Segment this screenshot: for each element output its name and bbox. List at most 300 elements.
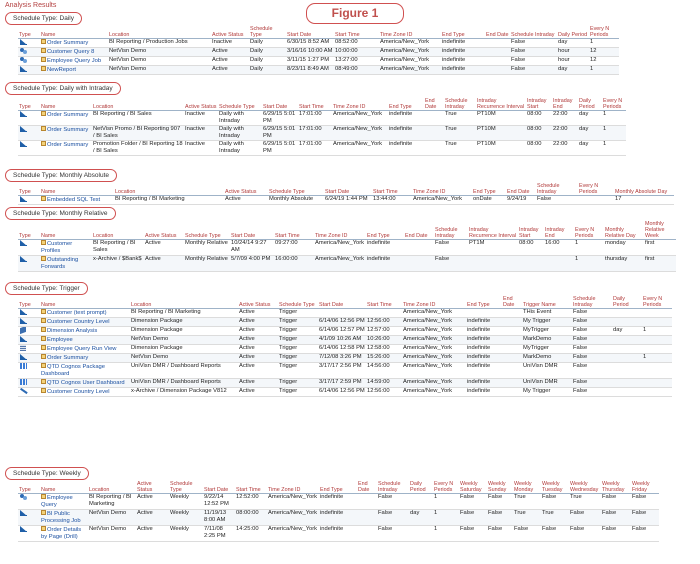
table-cell [404, 256, 434, 272]
table-row[interactable] [18, 57, 619, 66]
column-header[interactable]: Location [115, 189, 136, 195]
table-cell: PT10M [477, 126, 496, 132]
name-link[interactable] [40, 318, 130, 327]
table-row[interactable] [18, 309, 672, 318]
column-header[interactable]: Schedule Intraday [435, 227, 458, 239]
table-row[interactable] [18, 111, 626, 126]
name-link[interactable] [40, 510, 88, 526]
table-cell: False [573, 336, 588, 342]
table-row[interactable] [18, 345, 672, 354]
table-cell: False [573, 379, 588, 385]
table-cell: 6/29/15 5:01 PM [263, 126, 296, 139]
table-cell: True [542, 510, 554, 516]
column-header[interactable]: Active Status [145, 233, 177, 239]
table-cell: hour [558, 57, 570, 63]
table-cell: NetVisn Demo [109, 57, 147, 63]
table-cell: Trigger [279, 309, 298, 315]
table-cell: BI Reporting / Production Jobs [109, 39, 188, 45]
report-icon [19, 240, 28, 248]
table-cell: True [514, 494, 526, 500]
column-header[interactable]: Type [19, 104, 31, 110]
table-row[interactable] [18, 196, 674, 205]
column-header[interactable]: Active Status [137, 481, 153, 493]
scheduled-job-icon [41, 309, 46, 314]
column-header[interactable]: Daily Period [579, 98, 595, 110]
column-header[interactable]: Schedule Type [170, 481, 193, 493]
column-header[interactable]: Start Time [373, 189, 398, 195]
column-header[interactable]: Active Status [225, 189, 257, 195]
table-cell: NetVisn Demo [109, 48, 147, 54]
table-row[interactable] [18, 388, 672, 397]
job-name[interactable]: QTD Cognos User Dashboard [47, 380, 125, 386]
type-cell [18, 354, 40, 363]
column-header[interactable]: Location [93, 104, 114, 110]
job-name[interactable]: Customer (text prompt) [47, 310, 107, 316]
table-cell: America/New_York [333, 111, 383, 117]
job-name[interactable]: NewReport [47, 67, 76, 73]
type-cell [18, 379, 40, 388]
table-cell: 8/23/11 8:49 AM [287, 66, 329, 72]
table-cell: True [445, 126, 457, 132]
schedule-table [18, 98, 626, 156]
column-header[interactable]: End Date [486, 32, 509, 38]
table-cell: 4/1/09 10:26 AM [319, 336, 362, 342]
column-header[interactable]: Name [41, 302, 56, 308]
table-row[interactable] [18, 318, 672, 327]
table-row[interactable] [18, 526, 659, 542]
figure-label: Figure 1 [306, 3, 404, 24]
table-cell: Active [137, 494, 153, 500]
column-header[interactable]: Weekly Thursday [602, 481, 625, 493]
table-cell: False [511, 57, 526, 63]
table-cell: day [613, 327, 623, 333]
column-header[interactable]: Start Time [299, 104, 324, 110]
table-row[interactable] [18, 327, 672, 336]
table-cell: Active [145, 256, 161, 262]
table-cell [502, 379, 522, 388]
table-cell: 08:00 [527, 126, 542, 132]
job-name[interactable]: Order Details by Page (Drill) [41, 527, 82, 540]
column-header[interactable]: Every N Periods [434, 481, 454, 493]
table-cell: Monthly Absolute [269, 196, 314, 202]
table-cell: 1 [575, 240, 579, 246]
column-header[interactable]: Start Date [319, 302, 344, 308]
column-header[interactable]: Location [89, 487, 110, 493]
column-header[interactable]: Schedule Intraday [573, 296, 596, 308]
column-header[interactable]: Weekly Saturday [460, 481, 482, 493]
column-header[interactable]: End Date [507, 189, 530, 195]
table-cell [642, 363, 672, 379]
column-header[interactable]: Location [131, 302, 152, 308]
column-header[interactable]: Schedule Type [219, 104, 255, 110]
name-link[interactable] [40, 196, 114, 205]
table-row[interactable] [18, 379, 672, 388]
table-row[interactable] [18, 494, 659, 510]
table-cell: America/New_York [333, 126, 383, 132]
table-cell: indefinite [367, 240, 391, 246]
column-header[interactable]: Type [19, 189, 31, 195]
column-header[interactable]: Intraday Recurrence Interval [477, 98, 525, 110]
column-header[interactable]: Schedule Intraday [537, 183, 560, 195]
table-cell: False [435, 240, 450, 246]
column-header[interactable]: Schedule Intraday [445, 98, 468, 110]
table-cell: day [558, 66, 568, 72]
column-header[interactable]: End Type [389, 104, 412, 110]
scheduled-job-icon [41, 48, 46, 53]
table-cell: False [460, 526, 475, 532]
column-header[interactable]: End Date [358, 481, 370, 493]
schedule-table [18, 26, 619, 75]
table-cell: 16:00:00 [275, 256, 298, 262]
table-cell: indefinite [467, 336, 491, 342]
column-header[interactable]: Monthly Absolute Day [615, 189, 668, 195]
job-name[interactable]: Order Summary [47, 40, 89, 46]
table-cell: Daily [250, 66, 263, 72]
name-link[interactable] [40, 141, 92, 156]
column-header[interactable]: Intraday Start [527, 98, 547, 110]
table-cell: False [460, 510, 475, 516]
column-header[interactable]: Name [41, 32, 56, 38]
column-header[interactable]: Intraday End [553, 98, 573, 110]
column-header[interactable]: Start Time [236, 487, 261, 493]
column-header[interactable]: Weekly Wednesday [570, 481, 599, 493]
column-header[interactable]: Start Date [287, 32, 312, 38]
column-header[interactable]: Name [41, 104, 56, 110]
table-cell: America/New_York [268, 526, 318, 532]
table-cell: 17:01:00 [299, 111, 322, 117]
table-cell: 1 [603, 126, 607, 132]
job-name[interactable]: Employee Query [41, 495, 73, 508]
column-header[interactable]: Time Zone ID [413, 189, 446, 195]
type-cell [18, 363, 40, 379]
table-cell: 1 [590, 39, 594, 45]
name-link[interactable] [40, 126, 92, 141]
name-link[interactable] [40, 111, 92, 126]
name-link[interactable] [40, 526, 88, 542]
table-cell: BI Reporting / BI Sales [93, 111, 152, 117]
table-row[interactable] [18, 48, 619, 57]
name-link[interactable] [40, 48, 108, 57]
table-cell: False [542, 494, 557, 500]
table-cell: indefinite [442, 66, 466, 72]
column-header[interactable]: Location [93, 233, 114, 239]
table-cell: BI Reporting / BI Marketing [131, 309, 201, 315]
column-header[interactable]: Time Zone ID [268, 487, 301, 493]
column-header[interactable]: Daily Period [558, 32, 588, 38]
table-cell [502, 318, 522, 327]
table-cell [578, 196, 614, 205]
type-cell [18, 388, 40, 397]
job-name[interactable]: Embedded SQL Test [47, 197, 101, 203]
table-cell: 12:56:00 [367, 318, 390, 324]
column-header[interactable]: Daily Period [613, 296, 629, 308]
column-header[interactable]: Monthly Relative Day [605, 227, 636, 239]
table-cell [612, 363, 642, 379]
column-header[interactable]: Schedule Type [279, 302, 315, 308]
column-header[interactable]: Start Time [367, 302, 392, 308]
table-cell: 12:58:00 [367, 345, 390, 351]
job-name[interactable]: Order Summary [47, 112, 89, 118]
table-cell: 08:00 [519, 240, 534, 246]
name-link[interactable] [40, 57, 108, 66]
column-header[interactable]: Type [19, 233, 31, 239]
table-cell: day [410, 510, 420, 516]
table-cell: America/New_York [403, 354, 453, 360]
scheduled-job-icon [41, 494, 46, 499]
table-row[interactable] [18, 66, 619, 75]
scheduled-job-icon [41, 526, 46, 531]
table-cell: 12 [590, 48, 597, 54]
table-cell: 12:52:00 [236, 494, 259, 500]
column-header[interactable]: Start Date [231, 233, 256, 239]
schedule-type-title: Schedule Type: Daily [5, 12, 82, 25]
table-cell: hour [558, 48, 570, 54]
table-cell [357, 494, 377, 510]
scheduled-job-icon [41, 196, 46, 201]
name-link[interactable] [40, 354, 130, 363]
job-name[interactable]: Dimension Analysis [47, 328, 98, 334]
job-name[interactable]: QTD Cognos Package Dashboard [41, 364, 105, 377]
table-cell: 10/24/14 9:27 AM [231, 240, 267, 253]
scheduled-job-icon [41, 510, 46, 515]
table-row[interactable] [18, 256, 676, 272]
column-header[interactable]: Every N Periods [643, 296, 663, 308]
table-cell: 1 [643, 354, 647, 360]
column-header[interactable]: Intraday End [545, 227, 565, 239]
type-cell [18, 526, 40, 542]
column-header[interactable]: Active Status [212, 32, 244, 38]
table-cell: Trigger [279, 363, 298, 369]
table-cell: Trigger [279, 327, 298, 333]
table-cell: 1 [590, 66, 594, 72]
table-cell: day [579, 126, 589, 132]
table-cell: False [573, 354, 588, 360]
column-header[interactable]: Active Status [185, 104, 217, 110]
table-cell: 1 [434, 494, 438, 500]
column-header[interactable]: Name [41, 487, 56, 493]
name-link[interactable] [40, 327, 130, 336]
table-cell [612, 318, 642, 327]
column-header[interactable]: Type [19, 32, 31, 38]
table-cell: 6/24/19 1:44 PM [325, 196, 368, 202]
table-cell: Promotion Folder / BI Reporting 18 / BI Sales [93, 141, 183, 154]
report-icon [19, 336, 28, 344]
type-cell [18, 345, 40, 354]
table-cell: Dimension Package [131, 345, 183, 351]
table-cell: PT10M [477, 141, 496, 147]
job-name[interactable]: Outstanding Forwards [41, 257, 79, 270]
table-cell: Trigger [279, 318, 298, 324]
scheduled-job-icon [41, 327, 46, 332]
table-cell: UniVisn DMR / Dashboard Reports [131, 363, 221, 369]
table-cell: Daily [250, 57, 263, 63]
type-cell [18, 510, 40, 526]
table-cell: 09:27:00 [275, 240, 298, 246]
column-header[interactable]: Every N Periods [579, 183, 599, 195]
column-header[interactable]: End Date [425, 98, 437, 110]
table-cell: 13:27:00 [335, 57, 358, 63]
table-cell: False [488, 526, 503, 532]
name-link[interactable] [40, 379, 130, 388]
type-cell [18, 196, 40, 205]
table-cell: 1 [575, 256, 579, 262]
table-cell: False [570, 510, 585, 516]
job-name[interactable]: BI Public Processing Job [41, 511, 81, 524]
column-header[interactable]: Schedule Intraday [378, 481, 401, 493]
name-link[interactable] [40, 309, 130, 318]
table-cell: PT10M [477, 111, 496, 117]
table-cell: 6/29/15 5:01 PM [263, 111, 296, 124]
job-name[interactable]: Customer Profiles [41, 241, 73, 254]
name-link[interactable] [40, 336, 130, 345]
column-header[interactable]: Weekly Monday [514, 481, 534, 493]
column-header[interactable]: Start Time [275, 233, 300, 239]
table-cell: America/New_York [380, 66, 430, 72]
table-cell: 1 [603, 111, 607, 117]
table-cell [612, 345, 642, 354]
table-cell [409, 494, 433, 510]
column-header[interactable]: Type [19, 302, 31, 308]
job-name[interactable]: Order Summary [47, 142, 89, 148]
name-link[interactable] [40, 388, 130, 397]
column-header[interactable]: Start Date [325, 189, 350, 195]
table-row[interactable] [18, 363, 672, 379]
column-header[interactable]: End Type [442, 32, 465, 38]
job-name[interactable]: Customer Country Level [47, 319, 110, 325]
name-link[interactable] [40, 345, 130, 354]
column-header[interactable]: End Type [367, 233, 390, 239]
table-cell: 1 [434, 510, 438, 516]
table-cell: indefinite [467, 345, 491, 351]
table-cell [642, 388, 672, 397]
column-header[interactable]: Intraday Recurrence Interval [469, 227, 517, 239]
column-header[interactable]: Start Date [204, 487, 229, 493]
column-header[interactable]: Daily Period [410, 481, 426, 493]
table-cell [642, 318, 672, 327]
table-cell: Monthly Relative [185, 256, 228, 262]
column-header[interactable]: Active Status [239, 302, 271, 308]
table-row[interactable] [18, 126, 626, 141]
type-cell [18, 48, 40, 57]
scheduled-job-icon [41, 39, 46, 44]
column-header[interactable]: Schedule Type [185, 233, 221, 239]
name-link[interactable] [40, 256, 92, 272]
column-header[interactable]: Start Time [335, 32, 360, 38]
table-cell [642, 379, 672, 388]
table-row[interactable] [18, 336, 672, 345]
column-header[interactable]: End Type [473, 189, 496, 195]
table-cell: indefinite [467, 354, 491, 360]
table-cell [612, 336, 642, 345]
column-header[interactable]: Monthly Relative Week [645, 221, 665, 239]
table-cell: 7/11/08 2:25 PM [204, 526, 226, 539]
table-cell [612, 309, 642, 318]
report-icon [19, 126, 28, 134]
table-row[interactable] [18, 39, 619, 48]
job-name[interactable]: Order Summary [47, 127, 89, 133]
column-header[interactable]: Intraday Start [519, 227, 539, 239]
name-link[interactable] [40, 66, 108, 75]
table-cell: first [645, 240, 655, 246]
table-cell: False [378, 494, 393, 500]
column-header[interactable]: Schedule Intraday [511, 32, 555, 38]
column-header[interactable]: End Date [405, 233, 428, 239]
column-header[interactable]: End Date [503, 296, 515, 308]
job-name[interactable]: Employee Query Job [47, 58, 102, 64]
report-icon [19, 66, 28, 74]
column-header[interactable]: Schedule Type [250, 26, 273, 38]
job-name[interactable]: Customer Country Level [47, 389, 110, 395]
table-cell: America/New_York [403, 363, 453, 369]
table-cell: 6/29/15 5:01 PM [263, 141, 296, 154]
column-header[interactable]: Every N Periods [590, 26, 610, 38]
column-header[interactable]: Schedule Type [269, 189, 305, 195]
table-row[interactable] [18, 354, 672, 363]
type-cell [18, 494, 40, 510]
column-header[interactable]: Type [19, 487, 31, 493]
column-header[interactable]: Time Zone ID [380, 32, 413, 38]
column-header[interactable]: Name [41, 189, 56, 195]
type-cell [18, 66, 40, 75]
name-link[interactable] [40, 494, 88, 510]
type-cell [18, 126, 40, 141]
job-name[interactable]: Order Summary [47, 355, 89, 361]
column-header[interactable]: Time Zone ID [333, 104, 366, 110]
table-cell: BI Reporting / BI Marketing [115, 196, 185, 202]
table-cell: 6/14/06 12:58 PM [319, 345, 365, 351]
column-header[interactable]: Trigger Name [523, 302, 556, 308]
table-cell: 08:00 [527, 141, 542, 147]
name-link[interactable] [40, 240, 92, 256]
table-cell [502, 354, 522, 363]
job-name[interactable]: Employee [47, 337, 73, 343]
column-header[interactable]: Weekly Sunday [488, 481, 507, 493]
job-name[interactable]: Customer Query 8 [47, 49, 95, 55]
job-name[interactable]: Employee Query Run View [47, 346, 117, 352]
table-cell: NetVisn Demo [109, 66, 147, 72]
column-header[interactable]: Name [41, 233, 56, 239]
table-cell: America/New_York [315, 256, 365, 262]
name-link[interactable] [40, 39, 108, 48]
table-cell [642, 345, 672, 354]
table-cell: 9/24/19 [507, 196, 527, 202]
table-cell: 08:52:00 [335, 39, 358, 45]
scheduled-job-icon [41, 345, 46, 350]
type-cell [18, 256, 40, 272]
column-header[interactable]: Every N Periods [575, 227, 595, 239]
table-cell [366, 309, 402, 318]
column-header[interactable]: End Type [467, 302, 490, 308]
table-row[interactable] [18, 141, 626, 156]
name-link[interactable] [40, 363, 130, 379]
schedule-type-title: Schedule Type: Monthly Relative [5, 207, 116, 220]
column-header[interactable]: Every N Periods [603, 98, 623, 110]
table-row[interactable] [18, 510, 659, 526]
column-header[interactable]: End Type [320, 487, 343, 493]
table-row[interactable] [18, 240, 676, 256]
column-header[interactable]: Time Zone ID [315, 233, 348, 239]
column-header[interactable]: Location [109, 32, 130, 38]
type-cell [18, 111, 40, 126]
column-header[interactable]: Start Date [263, 104, 288, 110]
table-cell: 15:26:00 [367, 354, 390, 360]
column-header[interactable]: Weekly Friday [632, 481, 650, 493]
schedule-table [18, 481, 659, 542]
column-header[interactable]: Weekly Tuesday [542, 481, 563, 493]
column-header[interactable]: Time Zone ID [403, 302, 436, 308]
table-cell: False [573, 345, 588, 351]
grid-icon [19, 345, 28, 353]
